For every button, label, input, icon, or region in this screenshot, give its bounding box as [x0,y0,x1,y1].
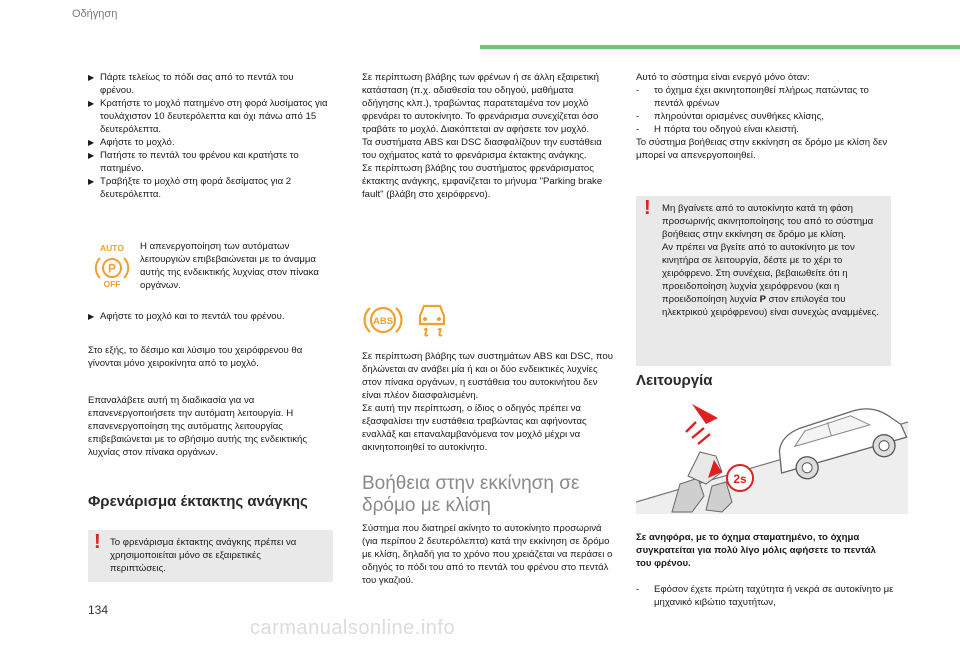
auto-park-off-icon [90,242,134,288]
warning-paragraph: Αν πρέπει να βγείτε από το αυτοκίνητο με τον κινητήρα σε λειτουργία, δέστε με το χέρι το χειρόφρενο. Στη συνέχεια, βεβαιωθείτε ότι η προειδοποίηση λυχνία χειρόφρενου (και η προειδοποίηση λυχνία P στον επιλογέα του ηλεκτρικού χειρόφρενου) είναι συνεχώς αναμμένες. [662,242,879,318]
heading-operation: Λειτουργία [636,372,713,389]
paragraph: Το σύστημα βοήθειας στην εκκίνηση σε δρόμο με κλίση δεν μπορεί να απενεργοποιηθεί. [636,137,888,161]
warning-icon: ! [644,197,651,219]
paragraph: Τα συστήματα ABS και DSC διασφαλίζουν την ευστάθεια του οχήματος κατά το φρενάρισμα έκτακτης ανάγκης. [362,137,602,161]
bullet-icon: ▶ [88,73,95,82]
heading-emergency-braking: Φρενάρισμα έκτακτης ανάγκης [88,493,308,510]
warning-box [88,530,333,582]
list-item: - πληρούνται ορισμένες συνθήκες κλίσης, [636,111,824,122]
bold-paragraph: Σε ανηφόρα, με το όχημα σταματημένο, το όχημα συγκρατείται για πολύ λίγο μόλις αφήσετε το πεντάλ του φρένου. [636,532,876,569]
section-title: Οδήγηση [72,8,118,20]
paragraph: Στο εξής, το δέσιμο και λύσιμο του χειρόφρενου θα γίνονται μόνο χειροκίνητα από το μοχλό. [88,345,303,369]
list-item: ▶ Τραβήξτε το μοχλό στη φορά δεσίματος για 2 δευτερόλεπτα. [88,176,292,200]
bullet-icon: ▶ [88,138,95,147]
watermark: carmanualsonline.info [250,617,456,639]
heading-hill-start-assist: Βοήθεια στην εκκίνηση σε δρόμο με κλίση [362,473,580,516]
bullet-icon: ▶ [88,99,95,108]
dsc-warning-icon [412,298,452,340]
list-item: ▶ Αφήστε το μοχλό και το πεντάλ του φρένου. [88,311,285,322]
paragraph: Σε περίπτωση βλάβης των συστημάτων ABS και DSC, που δηλώνεται αν ανάβει μία ή και οι δύο ενδεικτικές λυχνίες στον πίνακα οργάνων, η ευστάθεια του αυτοκινήτου δεν είναι πλέον διασφαλισμένη. [362,351,613,401]
hill-start-illustration [636,392,908,514]
column-2-lower [362,350,617,454]
page-number: 134 [88,603,109,617]
list-item: - Εφόσον έχετε πρώτη ταχύτητα ή νεκρά σε αυτοκίνητο με μηχανικό κιβώτιο ταχυτήτων, [636,584,894,608]
bullet-icon: ▶ [88,177,95,186]
warning-icon: ! [94,531,101,553]
warning-text: Το φρενάρισμα έκτακτης ανάγκης πρέπει να χρησιμοποιείται μόνο σε εξαιρετικές περιπτώσεις. [110,537,297,574]
paragraph: Αυτό το σύστημα είναι ενεργό μόνο όταν: [636,72,810,83]
paragraph: Σε περίπτωση βλάβης του συστήματος φρενάρισματος έκτακτης ανάγκης, εμφανίζεται το μήνυμα "Parking brake fault" (βλάβη στο χειρόφρενο). [362,163,603,200]
warning-text [662,202,884,319]
column-2 [362,71,617,201]
column-1 [88,71,328,201]
abs-icon-label: ABS [372,316,394,327]
paragraph: Σε αυτή την περίπτωση, ο ίδιος ο οδηγός πρέπει να εξασφαλίσει την ευστάθεια τραβώντας και αφήνοντας εναλλάξ και επαναλαμβανόμενα τον μοχλό μέχρι να ακινητοποιηθεί το αυτοκίνητο. [362,403,587,453]
timer-badge: 2s [733,472,747,486]
paragraph: Σύστημα που διατηρεί ακίνητο το αυτοκίνητο προσωρινά (για περίπου 2 δευτερόλεπτα) κατά την εκκίνηση σε δρόμο με κλίση, δηλαδή για το χρόνο που χρειάζεται να περάσει ο οδηγός το πόδι του από το πεντάλ του φρένου στο πεντάλ του γκαζιού. [362,523,613,586]
list-item: - Η πόρτα του οδηγού είναι κλειστή. [636,124,799,135]
abs-warning-icon [363,302,403,338]
column-3 [636,71,891,162]
bullet-icon: ▶ [88,151,95,160]
paragraph: Επαναλάβετε αυτή τη διαδικασία για να επανενεργοποιήσετε την αυτόματη λειτουργία. Η επανενεργοποίηση της αυτόματης λειτουργίας επιβεβαιώνεται με το σβήσιμο αυτής της ενδεικτικής λυχνίας στον πίνακα οργάνων. [88,395,307,458]
auto-icon-label-mid: P [107,261,117,276]
list-item: - το όχημα έχει ακινητοποιηθεί πλήρως πατώντας το πεντάλ φρένων [636,85,869,109]
paragraph: Σε περίπτωση βλάβης των φρένων ή σε άλλη εξαιρετική κατάσταση (π.χ. αδιαθεσία του οδηγού, μαθήματα οδήγησης κλπ.), τραβώντας παρατεταμένα τον μοχλό φρενάρει το αυτοκίνητο. Το φρενάρισμα συνεχίζεται όσο τραβάτε το μοχλό. Διακόπτεται αν αφήσετε τον μοχλό. [362,72,599,135]
warning-paragraph: Μη βγαίνετε από το αυτοκίνητο κατά τη φάση προσωρινής ακινητοποίησης του από το σύστημα βοήθειας στην εκκίνηση σε δρόμο με κλίση. [662,203,874,240]
bullet-icon: ▶ [88,312,95,321]
list-item: ▶ Πατήστε το πεντάλ του φρένου και κρατήστε το πατημένο. [88,150,299,174]
list-item: ▶ Πάρτε τελείως το πόδι σας από το πεντάλ του φρένου. [88,72,294,96]
list-item: ▶ Κρατήστε το μοχλό πατημένο στη φορά λυσίματος για τουλάχιστον 10 δευτερόλεπτα και όχι πάνω από 15 δευτερόλεπτα. [88,98,328,135]
header-accent-bar [480,45,960,49]
icon-note: Η απενεργοποίηση των αυτόματων λειτουργιών επιβεβαιώνεται με το άναμμα αυτής της ενδεικτικής λυχνίας στον πίνακα οργάνων. [140,241,319,291]
warning-box [636,196,891,366]
list-item: ▶ Αφήστε το μοχλό. [88,137,175,148]
auto-icon-label-bottom: OFF [103,279,121,288]
auto-icon-label-top: AUTO [100,243,124,253]
